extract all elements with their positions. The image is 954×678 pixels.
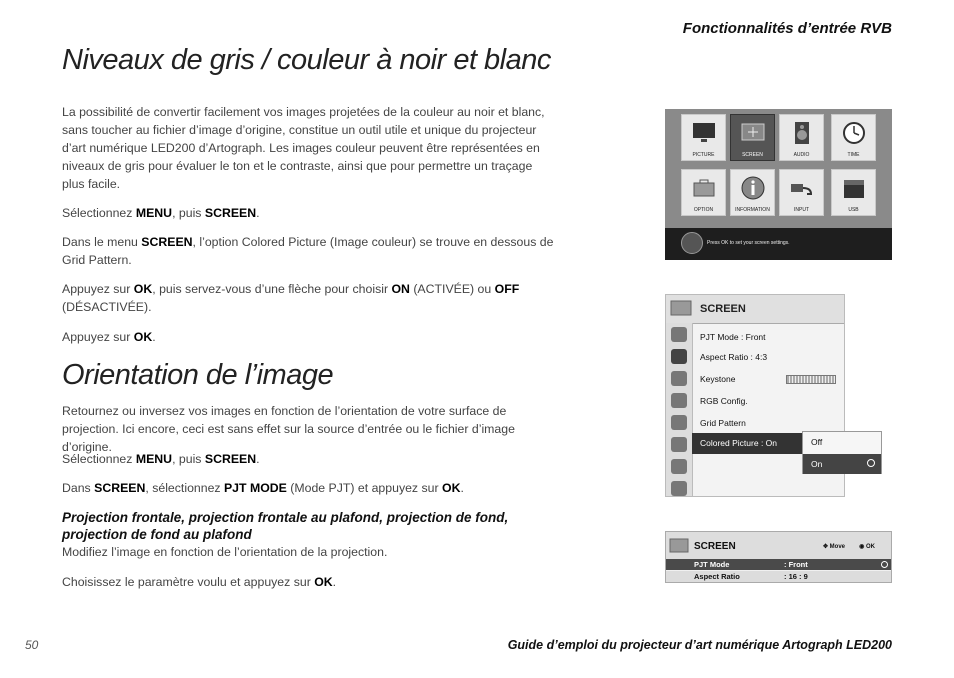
speaker-icon <box>789 120 815 146</box>
screen-tile: SCREEN <box>730 114 775 161</box>
paragraph-pjt-mode: Dans SCREEN, sélectionnez PJT MODE (Mode PJT) et appuyez sur OK. <box>62 481 464 495</box>
menu-row-aspect-ratio: Aspect Ratio : 4:3 <box>700 352 768 362</box>
clock-icon <box>671 393 687 408</box>
paragraph-choose-setting: Choisissez le paramètre voulu et appuyez sur OK. <box>62 575 337 589</box>
monitor-icon <box>671 327 687 342</box>
time-tile: TIME <box>831 114 876 161</box>
move-hint: ✥ Move <box>822 544 845 550</box>
info-icon <box>671 437 687 452</box>
heading-orientation: Orientation de l’image <box>62 359 334 391</box>
screen-menu-sidebar <box>666 323 693 496</box>
select-icon <box>881 561 888 568</box>
speaker-icon <box>671 371 687 386</box>
picture-tile: PICTURE <box>681 114 726 161</box>
pjt-mode-screenshot <box>665 531 892 583</box>
ok-hint: ◉ OK <box>859 544 875 550</box>
paragraph-intro-orientation: Retournez ou inversez vos images en fonction de l’orientation de votre surface de projection. Ici encore, ceci est sans effet sur la source d’entrée ou le fichier d’image d’origine. <box>62 404 515 454</box>
screen-icon <box>740 120 766 146</box>
select-icon <box>867 459 875 467</box>
menu-row-pjt-mode: PJT Mode : Front <box>700 332 766 342</box>
menu-row-grid-pattern: Grid Pattern <box>700 418 746 428</box>
pjt-row-mode: PJT Mode : Front <box>666 559 891 570</box>
input-tile: INPUT <box>779 169 824 216</box>
paragraph-press-ok-on-off: Appuyez sur OK, puis servez-vous d’une flèche pour choisir ON (ACTIVÉE) ou OFF (DÉSACTIVÉE). <box>62 282 520 314</box>
toolbox-icon <box>691 175 717 201</box>
paragraph-modify-image: Modifiez l’image en fonction de l’orientation de la projection. <box>62 545 388 559</box>
toolbox-icon <box>671 415 687 430</box>
paragraph-intro-grayscale: La possibilité de convertir facilement vos images projetées de la couleur au noir et blanc, sans toucher au fichier d’image d’origine, constitue un outil utile et unique du projecteur d’art numérique LED200 d’Artograph. Les images couleur peuvent être représentées en niveaux de gris pour évaluer le ton et le contraste, ainsi que pour permettre un traçage plus facile. <box>62 105 545 191</box>
screen-icon <box>670 299 692 317</box>
hint-bar: Press OK to set your screen settings. <box>665 228 892 260</box>
menu-row-rgb-config: RGB Config. <box>700 396 748 406</box>
monitor-icon <box>691 120 717 146</box>
pjt-row-aspect: Aspect Ratio : 16 : 9 <box>666 571 891 582</box>
heading-grayscale: Niveaux de gris / couleur à noir et blanc <box>62 44 551 76</box>
option-on: On <box>803 454 881 474</box>
page-number: 50 <box>25 638 39 652</box>
usb-tile: USB <box>831 169 876 216</box>
menu-row-keystone: Keystone <box>700 374 736 384</box>
footer-guide-title: Guide d’emploi du projecteur d’art numérique Artograph LED200 <box>507 638 892 652</box>
plug-icon <box>789 175 815 201</box>
section-header: Fonctionnalités d’entrée RVB <box>682 20 892 37</box>
clapperboard-icon <box>841 175 867 201</box>
subheading-projection-modes: Projection frontale, projection frontale au plafond, projection de fond, projection de fond au plafond <box>62 510 509 542</box>
screen-menu-header: SCREEN <box>666 295 844 324</box>
option-tile: OPTION <box>681 169 726 216</box>
menu-row-colored-picture: Colored Picture : On <box>692 433 869 454</box>
dpad-icon <box>681 232 703 254</box>
audio-tile: AUDIO <box>779 114 824 161</box>
clapperboard-icon <box>671 481 687 496</box>
main-menu-screenshot <box>665 109 892 260</box>
clock-icon <box>841 120 867 146</box>
paragraph-press-ok: Appuyez sur OK. <box>62 330 156 344</box>
paragraph-colored-picture: Dans le menu SCREEN, l’option Colored Picture (Image couleur) se trouve en dessous de Grid Pattern. <box>62 235 554 267</box>
paragraph-select-menu-2: Sélectionnez MENU, puis SCREEN. <box>62 452 260 466</box>
option-off: Off <box>811 437 823 447</box>
plug-icon <box>671 459 687 474</box>
screen-icon <box>669 538 689 553</box>
keystone-slider <box>786 375 836 384</box>
paragraph-select-menu: Sélectionnez MENU, puis SCREEN. <box>62 206 260 220</box>
information-tile: INFORMATION <box>730 169 775 216</box>
pjt-header: SCREEN ✥ Move ◉ OK <box>666 532 891 559</box>
colored-picture-options <box>802 431 882 474</box>
info-icon <box>740 175 766 201</box>
screen-icon <box>671 349 687 364</box>
